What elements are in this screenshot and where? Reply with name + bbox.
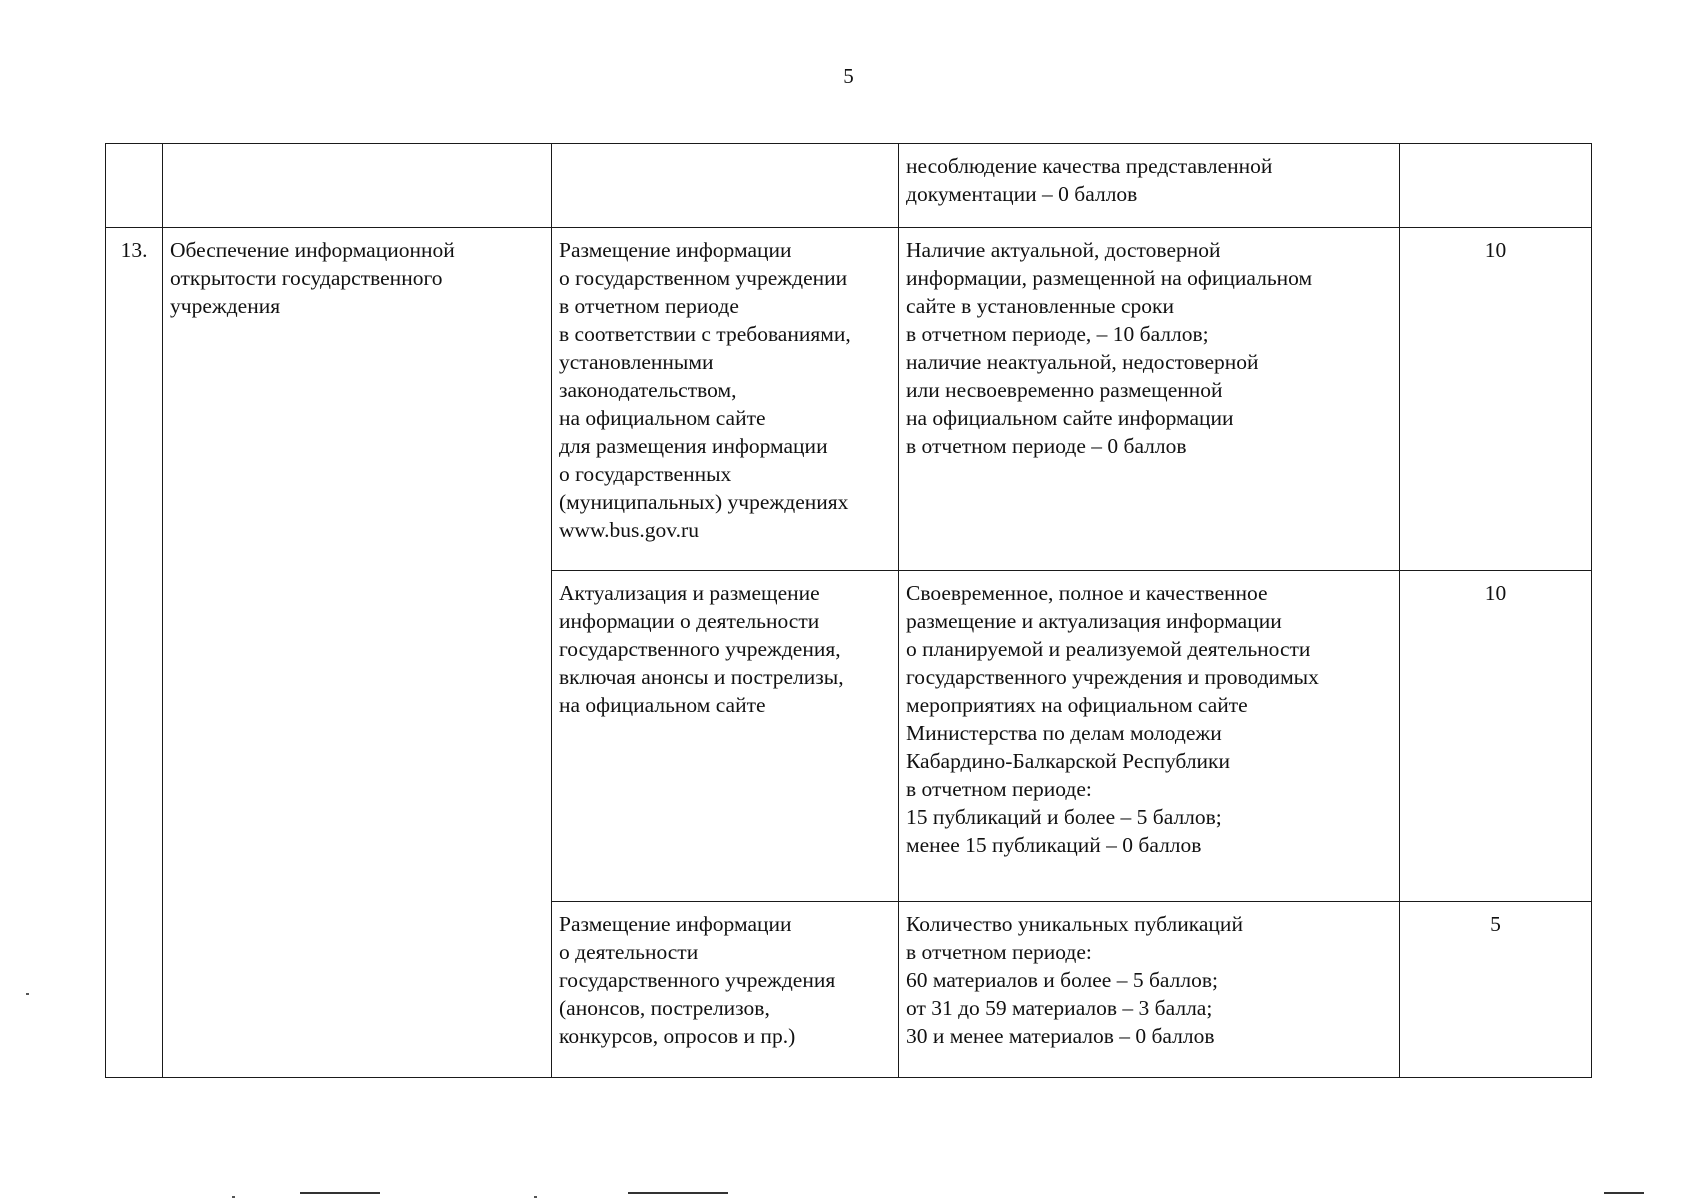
criterion-cell [552,571,899,902]
criterion-line: Размещение информации [559,238,792,262]
criterion-cell [552,228,899,571]
points-cell [1400,144,1592,228]
criterion-line: информации о деятельности [559,609,820,633]
criterion-line: (анонсов, пострелизов, [559,996,770,1020]
row-number-cell: 13. [106,228,163,1078]
indicator-line: Обеспечение информационной [170,238,455,262]
criterion-line: государственного учреждения, [559,637,841,661]
evaluation-line: в отчетном периоде – 0 баллов [906,434,1187,458]
points-cell: 10 [1400,571,1592,902]
evaluation-cell [899,571,1400,902]
criterion-line: Размещение информации [559,912,792,936]
criterion-line: для размещения информации [559,434,828,458]
evaluation-line: Наличие актуальной, достоверной [906,238,1221,262]
evaluation-cell [899,228,1400,571]
evaluation-line: государственного учреждения и проводимых [906,665,1319,689]
criterion-line: конкурсов, опросов и пр.) [559,1024,796,1048]
evaluation-line: или несвоевременно размещенной [906,378,1223,402]
scan-artifact [1604,1192,1644,1194]
criterion-line: законодательством, [559,378,737,402]
evaluation-line: 30 и менее материалов – 0 баллов [906,1024,1215,1048]
criterion-line: (муниципальных) учреждениях [559,490,849,514]
evaluation-line: размещение и актуализация информации [906,609,1282,633]
evaluation-cell [899,144,1400,228]
scan-artifact [300,1192,380,1194]
criterion-line: в отчетном периоде [559,294,739,318]
page-number: 5 [843,64,854,88]
evaluation-line: сайте в установленные сроки [906,294,1174,318]
evaluation-line: в отчетном периоде: [906,940,1092,964]
table-row [106,228,1592,571]
evaluation-line: от 31 до 59 материалов – 3 балла; [906,996,1213,1020]
evaluation-line: Количество уникальных публикаций [906,912,1243,936]
criterion-line: о государственном учреждении [559,266,848,290]
row-number-cell [106,144,163,228]
scan-artifact [628,1192,728,1194]
criteria-table [105,143,1592,1078]
scan-artifact [26,993,29,995]
evaluation-line: наличие неактуальной, недостоверной [906,350,1259,374]
criterion-line: на официальном сайте [559,693,766,717]
evaluation-line: в отчетном периоде, – 10 баллов; [906,322,1209,346]
evaluation-line: Министерства по делам молодежи [906,721,1222,745]
points-cell: 5 [1400,902,1592,1078]
criterion-cell [552,902,899,1078]
evaluation-line: документации – 0 баллов [906,182,1138,206]
criterion-line: о государственных [559,462,732,486]
table-row [106,144,1592,228]
criterion-line: включая анонсы и пострелизы, [559,665,844,689]
criterion-line: о деятельности [559,940,699,964]
criterion-cell [552,144,899,228]
evaluation-line: менее 15 публикаций – 0 баллов [906,833,1202,857]
indicator-line: открытости государственного [170,266,443,290]
criterion-line: в соответствии с требованиями, [559,322,851,346]
evaluation-line: 15 публикаций и более – 5 баллов; [906,805,1222,829]
evaluation-line: Кабардино-Балкарской Республики [906,749,1231,773]
evaluation-line: несоблюдение качества представленной [906,154,1273,178]
criterion-line: на официальном сайте [559,406,766,430]
evaluation-line: мероприятиях на официальном сайте [906,693,1248,717]
evaluation-line: информации, размещенной на официальном [906,266,1313,290]
indicator-cell [163,144,552,228]
evaluation-cell [899,902,1400,1078]
evaluation-line: на официальном сайте информации [906,406,1234,430]
criterion-line: Актуализация и размещение [559,581,820,605]
scan-artifact [232,1196,235,1198]
indicator-line: учреждения [170,294,281,318]
criterion-line: государственного учреждения [559,968,836,992]
evaluation-line: Своевременное, полное и качественное [906,581,1268,605]
points-cell: 10 [1400,228,1592,571]
scan-artifact [534,1196,537,1198]
evaluation-line: 60 материалов и более – 5 баллов; [906,968,1218,992]
indicator-cell [163,228,552,1078]
criterion-line: установленными [559,350,714,374]
criterion-line: www.bus.gov.ru [559,518,699,542]
evaluation-line: о планируемой и реализуемой деятельности [906,637,1311,661]
evaluation-line: в отчетном периоде: [906,777,1092,801]
